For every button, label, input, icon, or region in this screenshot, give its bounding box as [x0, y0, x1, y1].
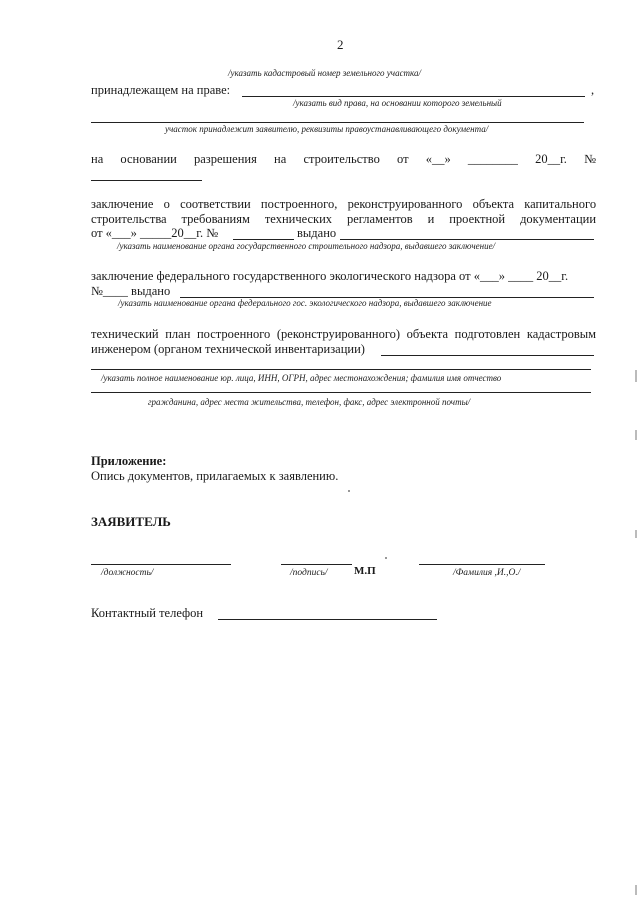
permit-number-field[interactable] — [91, 180, 202, 181]
tech-plan-field-2[interactable] — [91, 369, 591, 370]
name-field[interactable] — [419, 564, 545, 565]
attachment-text: Опись документов, прилагаемых к заявлению. — [91, 469, 339, 483]
tech-plan-field[interactable] — [381, 355, 594, 356]
conclusion-2-caption: /указать наименование органа федерального гос. экологического надзора, выдавшего заключение — [118, 298, 492, 308]
signature-field[interactable] — [281, 564, 352, 565]
text-word: заключение — [91, 197, 154, 211]
conclusion-2-line-1: заключение федерального государственного экологического надзора от «___» ____ 20__г. — [91, 269, 569, 283]
text-word: объекта — [406, 327, 449, 341]
text-word: реконструированного — [347, 197, 463, 211]
conclusion-1-issuer-field[interactable] — [340, 239, 594, 240]
text-word: кадастровым — [526, 327, 597, 341]
text-word: объекта — [472, 197, 514, 211]
ownership-field-2[interactable] — [91, 122, 584, 123]
scan-edge-mark — [635, 530, 637, 538]
scan-edge-mark — [635, 370, 637, 382]
text-word: документации — [520, 212, 597, 226]
tech-plan-line-2: инженером (органом технической инвентаризации) — [91, 342, 365, 356]
permit-day[interactable]: «__» — [425, 152, 451, 166]
stamp-label: М.П — [354, 565, 376, 577]
ownership-caption-2: участок принадлежит заявителю, реквизиты правоустанавливающего документа/ — [165, 124, 489, 134]
permit-word: разрешения — [194, 152, 257, 166]
permit-word: на — [91, 152, 104, 166]
conclusion-1-issued-label: выдано — [297, 226, 337, 240]
text-word: соответствии — [180, 197, 251, 211]
permit-month[interactable]: ________ — [467, 152, 518, 166]
position-field[interactable] — [91, 564, 231, 565]
conclusion-1-line-2 — [91, 212, 596, 227]
ownership-field[interactable] — [242, 96, 585, 97]
text-word: построенного, — [260, 197, 338, 211]
scan-speck — [348, 490, 350, 492]
ownership-caption-1: /указать вид права, на основании которого земельный — [293, 98, 502, 108]
text-word: проектной — [449, 212, 506, 226]
ownership-label: принадлежащем на праве: — [91, 83, 231, 97]
conclusion-2-line-2: №____ выдано — [91, 284, 171, 298]
tech-plan-field-3[interactable] — [91, 392, 591, 393]
contact-phone-field[interactable] — [218, 619, 437, 620]
permit-word: от — [397, 152, 409, 166]
text-word: план — [165, 327, 191, 341]
text-word: (реконструированного) — [276, 327, 401, 341]
contact-phone-label: Контактный телефон — [91, 606, 204, 620]
conclusion-1-line-1 — [91, 197, 596, 212]
scan-edge-mark — [635, 430, 637, 440]
conclusion-1-date: от «___» _____20__г. № — [91, 226, 219, 240]
text-word: капитального — [524, 197, 597, 211]
permit-word: строительство — [303, 152, 380, 166]
conclusion-1-caption: /указать наименование органа государственного строительного надзора, выдавшего заключение/ — [117, 241, 496, 251]
name-caption: /Фамилия ,И.,О./ — [453, 568, 521, 578]
text-word: требованиям — [181, 212, 250, 226]
text-word: о — [163, 197, 170, 211]
permit-line — [91, 152, 596, 167]
tech-plan-caption-1: /указать полное наименование юр. лица, ИНН, ОГРН, адрес местонахождения; фамилия имя отчество — [101, 373, 502, 383]
tech-plan-line-1 — [91, 327, 596, 342]
conclusion-1-number-field[interactable] — [233, 239, 294, 240]
permit-word: основании — [120, 152, 177, 166]
text-word: построенного — [196, 327, 271, 341]
ownership-end-mark: , — [591, 83, 595, 97]
permit-word: на — [274, 152, 287, 166]
text-word: подготовлен — [454, 327, 521, 341]
text-word: строительства — [91, 212, 167, 226]
text-word: регламентов — [346, 212, 413, 226]
permit-year[interactable]: 20__г. — [535, 152, 567, 166]
cadastral-caption: /указать кадастровый номер земельного участка/ — [228, 68, 422, 78]
position-caption: /должность/ — [101, 568, 154, 578]
scan-edge-mark — [635, 885, 637, 895]
signature-caption: /подпись/ — [290, 568, 328, 578]
scan-speck — [385, 557, 387, 559]
text-word: технических — [264, 212, 333, 226]
tech-plan-caption-2: гражданина, адрес места жительства, телефон, факс, адрес электронной почты/ — [148, 397, 471, 407]
text-word: и — [427, 212, 435, 226]
page-number: 2 — [337, 37, 344, 52]
permit-number-sign: № — [584, 152, 597, 166]
applicant-heading: ЗАЯВИТЕЛЬ — [91, 514, 171, 529]
attachment-heading: Приложение: — [91, 454, 167, 468]
text-word: технический — [91, 327, 159, 341]
